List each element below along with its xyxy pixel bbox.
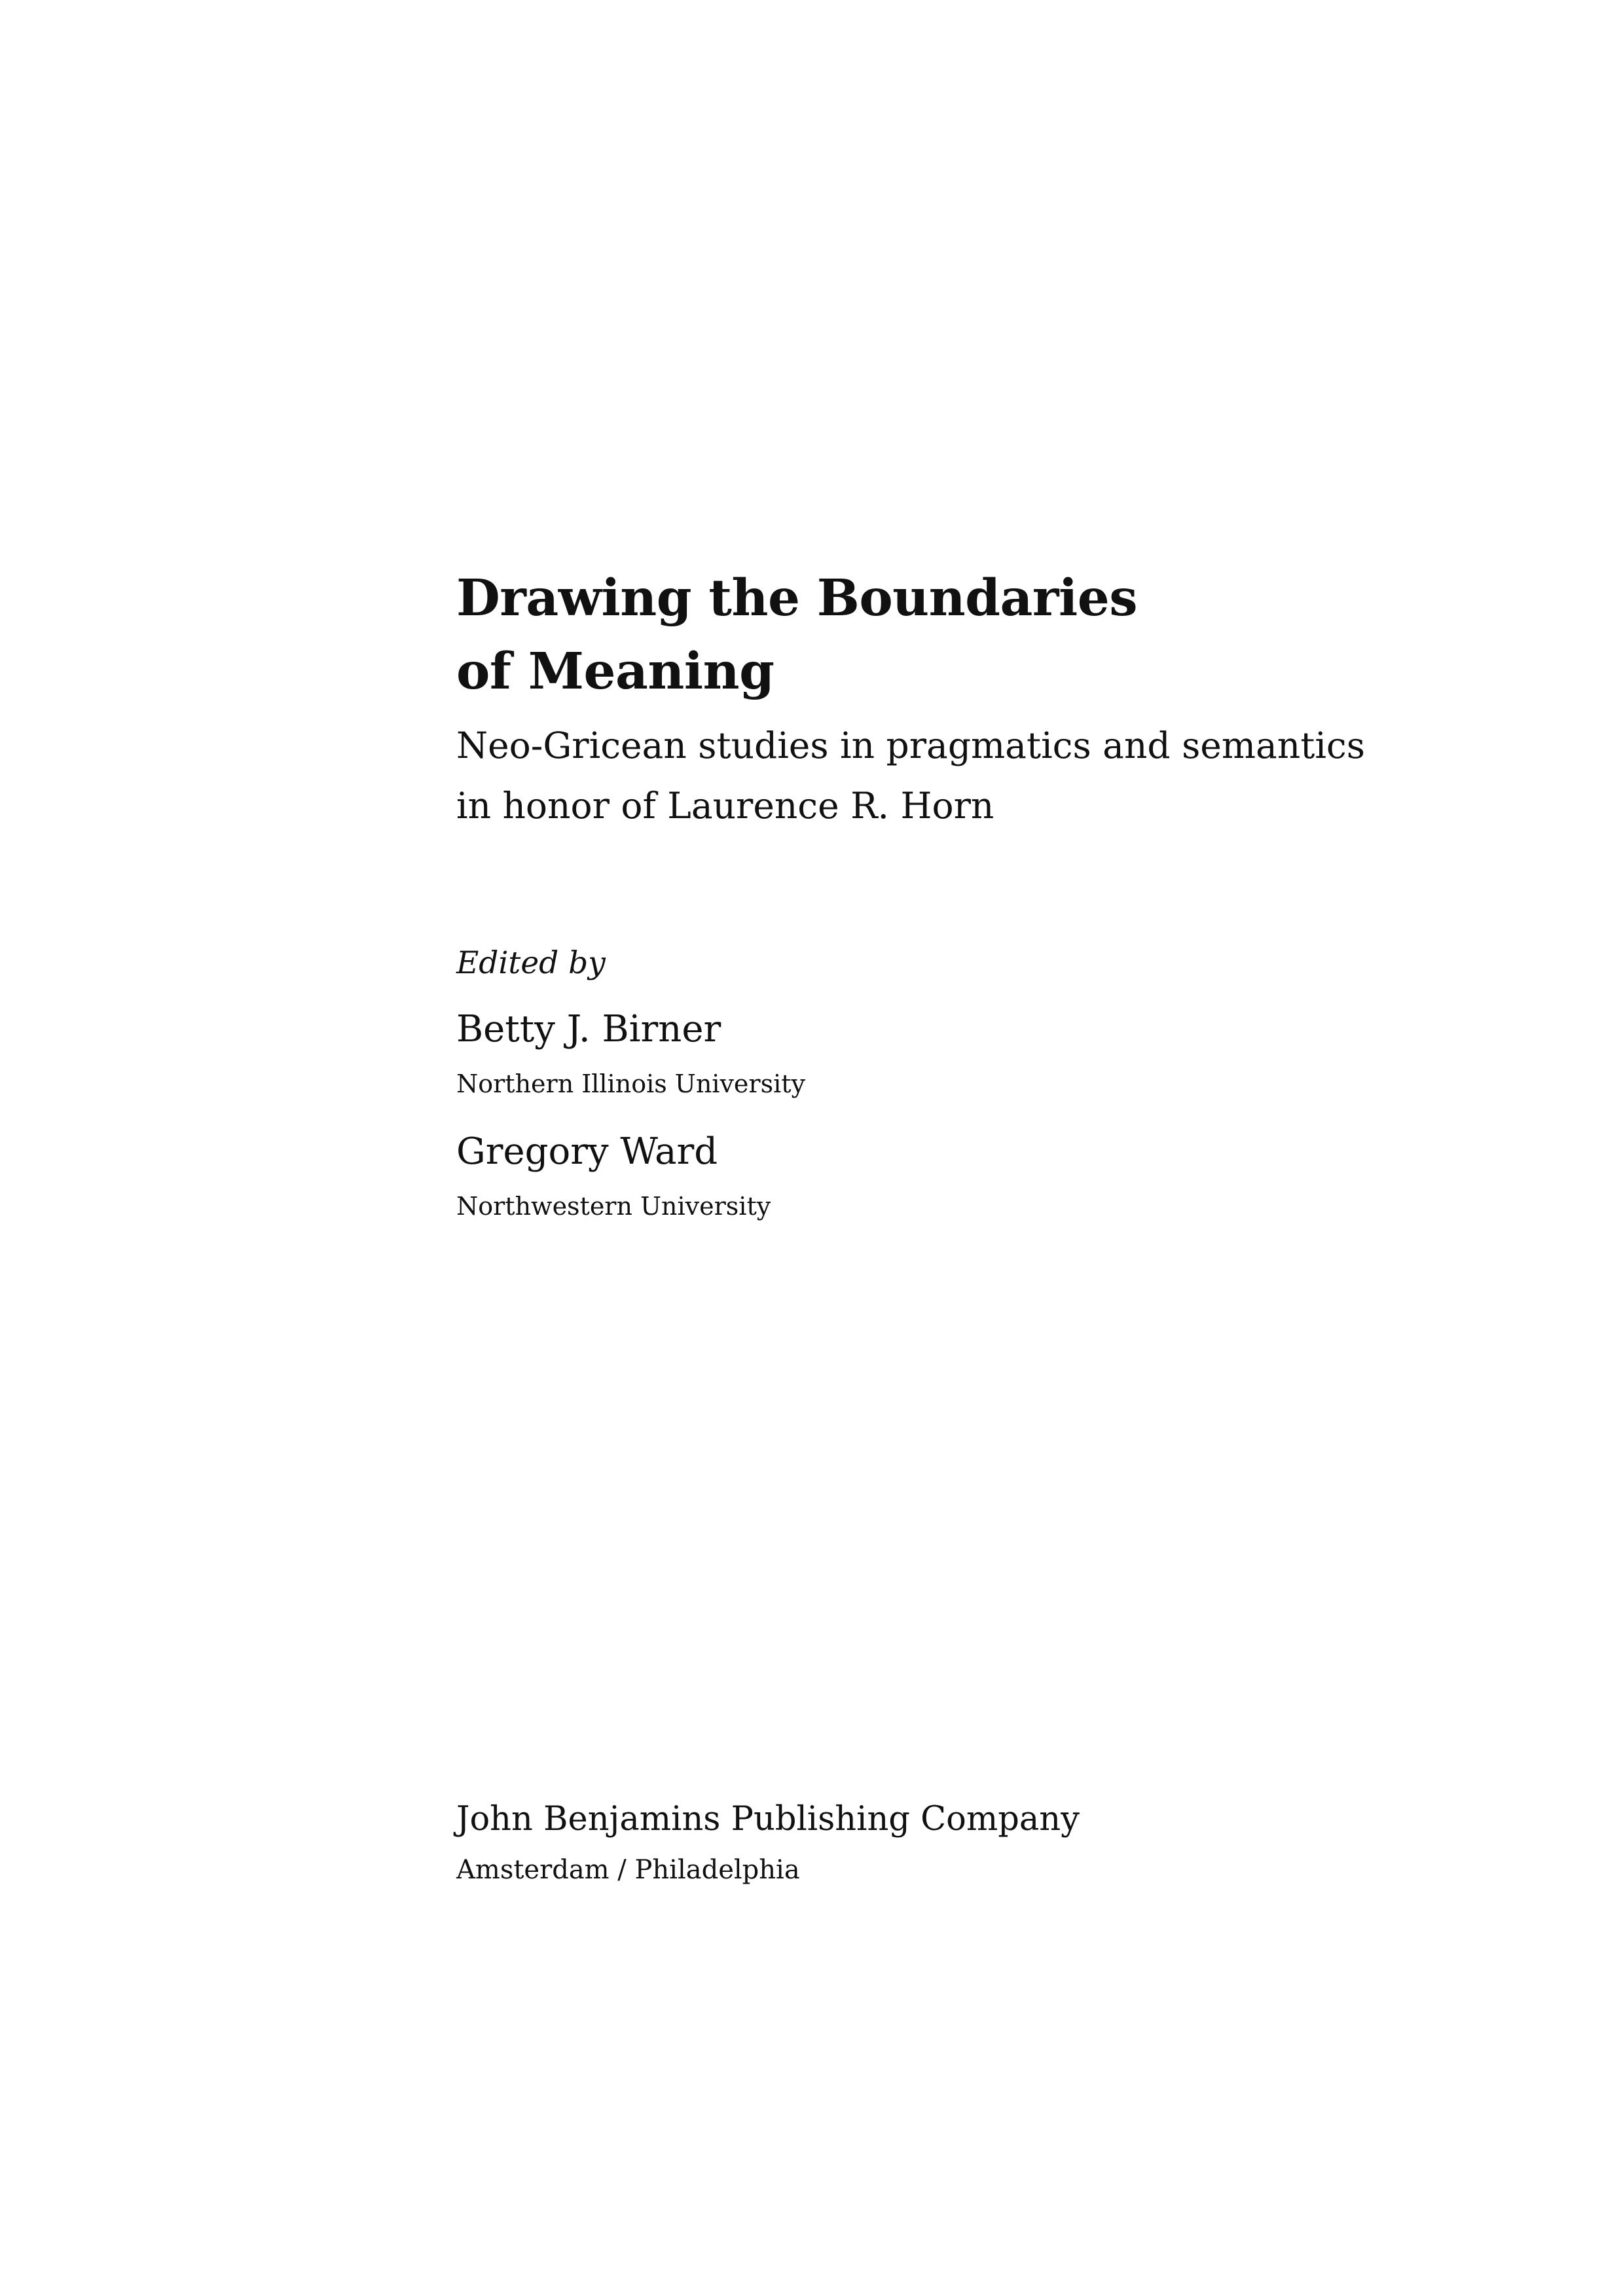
editor-name: Betty J. Birner: [456, 1008, 721, 1050]
editor-name: Gregory Ward: [456, 1130, 718, 1173]
publisher-name: John Benjamins Publishing Company: [456, 1800, 1080, 1839]
edited-by-label: Edited by: [456, 945, 606, 981]
book-subtitle-line-2: in honor of Laurence R. Horn: [456, 785, 994, 827]
editor-affiliation: Northwestern University: [456, 1192, 771, 1221]
book-title: [456, 562, 1137, 708]
book-title-line-2: of Meaning: [456, 642, 775, 701]
book-title-line-1: Drawing the Boundaries: [456, 569, 1138, 628]
book-subtitle: [456, 715, 1365, 836]
publisher-place: Amsterdam / Philadelphia: [456, 1855, 800, 1885]
book-subtitle-line-1: Neo-Gricean studies in pragmatics and semantics: [456, 725, 1365, 766]
editor-affiliation: Northern Illinois University: [456, 1069, 805, 1098]
